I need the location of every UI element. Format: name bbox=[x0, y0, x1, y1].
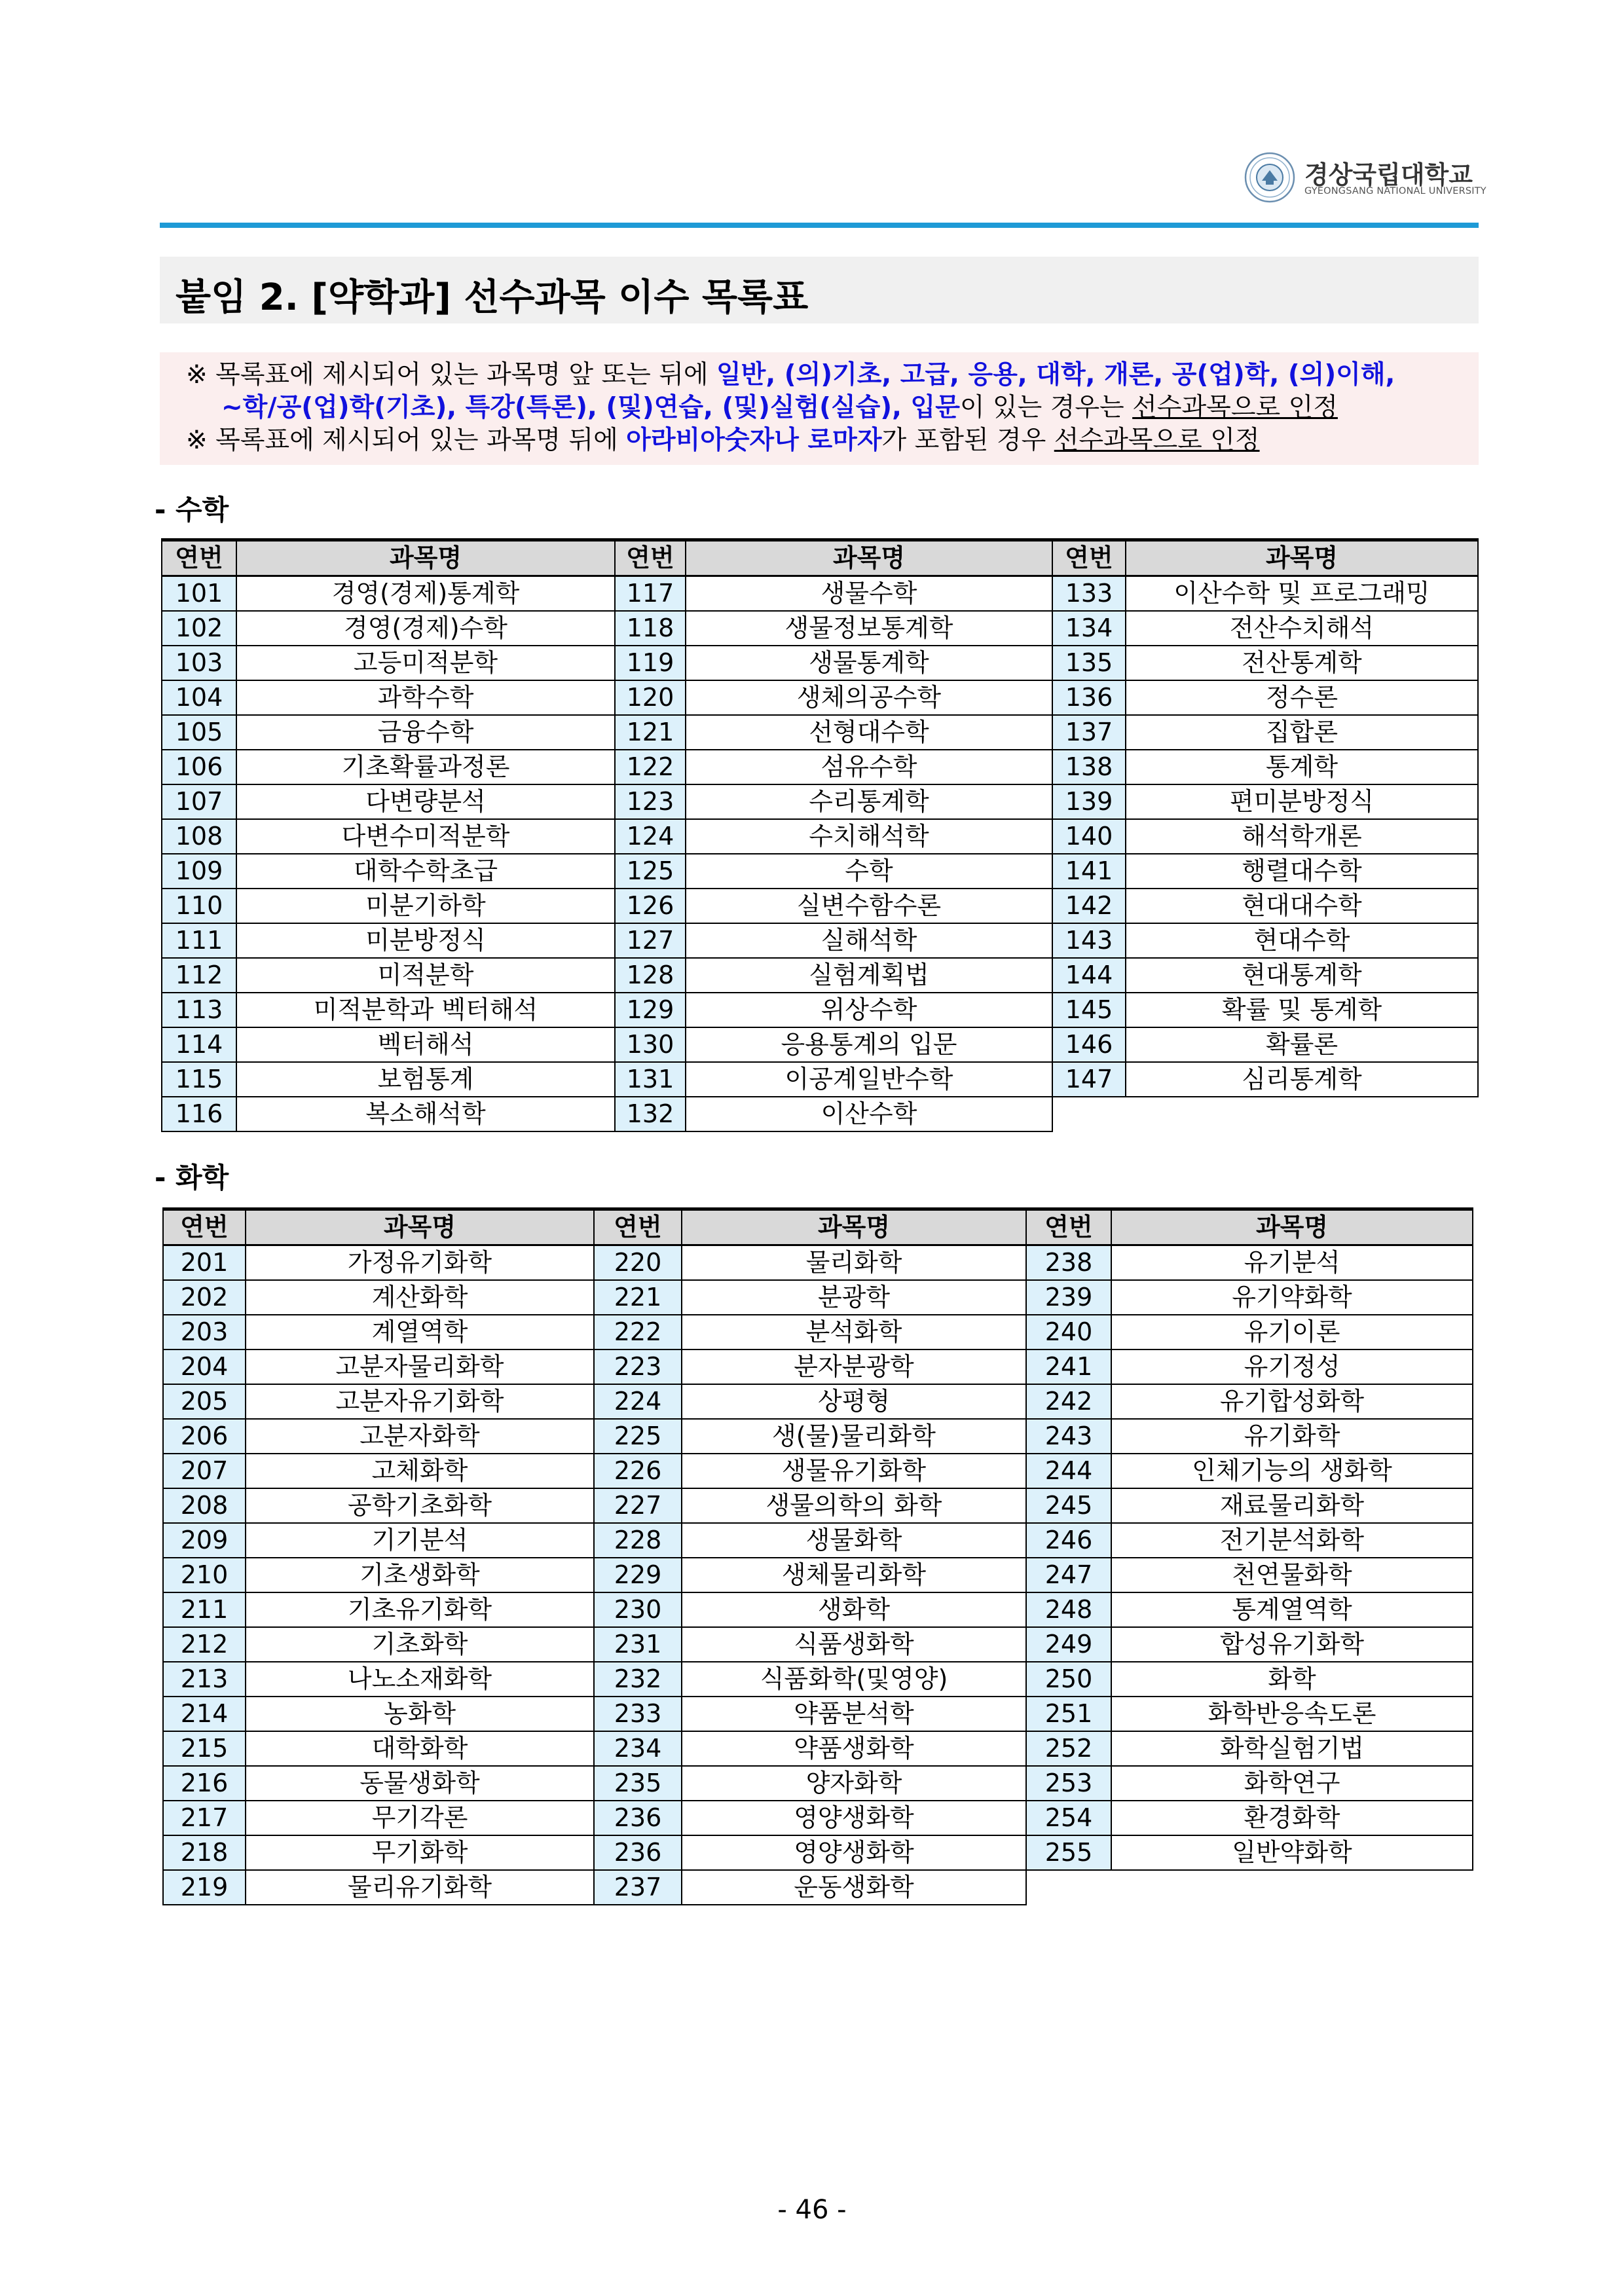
course-number-cell: 232 bbox=[594, 1662, 682, 1697]
course-name-cell: 미분기하학 bbox=[236, 889, 615, 923]
course-number-cell: 119 bbox=[615, 646, 686, 680]
course-name-cell: 미분방정식 bbox=[236, 923, 615, 958]
course-name-cell: 가정유기화학 bbox=[246, 1245, 594, 1281]
course-number-cell: 107 bbox=[162, 784, 236, 819]
table-row bbox=[162, 680, 1478, 715]
table-row bbox=[162, 958, 1478, 993]
course-number-cell: 214 bbox=[163, 1697, 246, 1731]
course-number-cell: 103 bbox=[162, 646, 236, 680]
course-number-cell: 241 bbox=[1026, 1349, 1111, 1384]
course-name-cell: 물리화학 bbox=[682, 1245, 1026, 1281]
course-number-cell: 235 bbox=[594, 1766, 682, 1801]
course-name-cell: 일반약화학 bbox=[1111, 1835, 1473, 1870]
course-number-cell: 205 bbox=[163, 1384, 246, 1419]
course-name-cell: 영양생화학 bbox=[682, 1801, 1026, 1835]
course-number-cell: 252 bbox=[1026, 1731, 1111, 1766]
table-row bbox=[163, 1558, 1473, 1592]
note-line-3 bbox=[186, 424, 1260, 457]
course-name-cell: 합성유기화학 bbox=[1111, 1627, 1473, 1662]
course-number-cell: 105 bbox=[162, 715, 236, 750]
course-name-cell: 고등미적분학 bbox=[236, 646, 615, 680]
empty-cell bbox=[1026, 1870, 1473, 1905]
course-name-cell: 미적분학과 벡터해석 bbox=[236, 993, 615, 1027]
course-name-cell: 분자분광학 bbox=[682, 1349, 1026, 1384]
course-number-cell: 202 bbox=[163, 1280, 246, 1315]
course-number-cell: 203 bbox=[163, 1315, 246, 1349]
header-divider bbox=[160, 223, 1479, 228]
course-number-cell: 135 bbox=[1052, 646, 1126, 680]
course-number-cell: 134 bbox=[1052, 611, 1126, 646]
table-row bbox=[163, 1384, 1473, 1419]
note-line-3-text-2: 가 포함된 경우 bbox=[881, 426, 1054, 455]
column-header-number: 연번 bbox=[615, 540, 686, 576]
table-row bbox=[163, 1280, 1473, 1315]
course-name-cell: 금융수학 bbox=[236, 715, 615, 750]
table-row bbox=[163, 1697, 1473, 1731]
course-name-cell: 무기각론 bbox=[246, 1801, 594, 1835]
table-row bbox=[162, 576, 1478, 612]
course-number-cell: 212 bbox=[163, 1627, 246, 1662]
course-number-cell: 236 bbox=[594, 1835, 682, 1870]
course-number-cell: 125 bbox=[615, 854, 686, 889]
course-number-cell: 139 bbox=[1052, 784, 1126, 819]
course-number-cell: 251 bbox=[1026, 1697, 1111, 1731]
course-name-cell: 환경화학 bbox=[1111, 1801, 1473, 1835]
course-number-cell: 245 bbox=[1026, 1488, 1111, 1523]
course-name-cell: 대학수학초급 bbox=[236, 854, 615, 889]
course-name-cell: 보험통계 bbox=[236, 1062, 615, 1097]
course-name-cell: 현대대수학 bbox=[1126, 889, 1478, 923]
course-number-cell: 201 bbox=[163, 1245, 246, 1281]
course-name-cell: 계산화학 bbox=[246, 1280, 594, 1315]
note-line-3-text: ※ 목록표에 제시되어 있는 과목명 뒤에 bbox=[186, 426, 627, 455]
table-row bbox=[163, 1349, 1473, 1384]
course-name-cell: 현대수학 bbox=[1126, 923, 1478, 958]
course-number-cell: 132 bbox=[615, 1097, 686, 1131]
section-heading-math: - 수학 bbox=[155, 494, 229, 526]
course-name-cell: 통계학 bbox=[1126, 750, 1478, 784]
note-line-3-highlight: 아라비아숫자나 로마자 bbox=[626, 426, 882, 455]
table-row bbox=[162, 1097, 1478, 1131]
table-row bbox=[163, 1523, 1473, 1558]
course-name-cell: 기기분석 bbox=[246, 1523, 594, 1558]
course-number-cell: 131 bbox=[615, 1062, 686, 1097]
course-name-cell: 유기화학 bbox=[1111, 1419, 1473, 1454]
column-header-number: 연번 bbox=[1026, 1209, 1111, 1245]
course-name-cell: 농화학 bbox=[246, 1697, 594, 1731]
course-name-cell: 정수론 bbox=[1126, 680, 1478, 715]
table-row bbox=[163, 1454, 1473, 1488]
course-name-cell: 과학수학 bbox=[236, 680, 615, 715]
course-number-cell: 236 bbox=[594, 1801, 682, 1835]
course-number-cell: 117 bbox=[615, 576, 686, 612]
course-number-cell: 102 bbox=[162, 611, 236, 646]
course-number-cell: 143 bbox=[1052, 923, 1126, 958]
course-name-cell: 유기약화학 bbox=[1111, 1280, 1473, 1315]
course-name-cell: 섬유수학 bbox=[686, 750, 1052, 784]
course-number-cell: 115 bbox=[162, 1062, 236, 1097]
column-header-number: 연번 bbox=[594, 1209, 682, 1245]
course-name-cell: 유기정성 bbox=[1111, 1349, 1473, 1384]
course-number-cell: 221 bbox=[594, 1280, 682, 1315]
page-title: 붙임 2. [약학과] 선수과목 이수 목록표 bbox=[175, 276, 809, 319]
column-header-course-name: 과목명 bbox=[1111, 1209, 1473, 1245]
course-number-cell: 110 bbox=[162, 889, 236, 923]
course-name-cell: 생물의학의 화학 bbox=[682, 1488, 1026, 1523]
course-name-cell: 기초화학 bbox=[246, 1627, 594, 1662]
course-number-cell: 219 bbox=[163, 1870, 246, 1905]
table-row bbox=[163, 1731, 1473, 1766]
course-name-cell: 공학기초화학 bbox=[246, 1488, 594, 1523]
table-row bbox=[163, 1627, 1473, 1662]
course-name-cell: 고분자물리화학 bbox=[246, 1349, 594, 1384]
course-name-cell: 유기분석 bbox=[1111, 1245, 1473, 1281]
course-number-cell: 130 bbox=[615, 1027, 686, 1062]
course-number-cell: 223 bbox=[594, 1349, 682, 1384]
course-name-cell: 식품생화학 bbox=[682, 1627, 1026, 1662]
course-name-cell: 복소해석학 bbox=[236, 1097, 615, 1131]
note-line-1-highlight: 일반, (의)기초, 고급, 응용, 대학, 개론, 공(업)학, (의)이해, bbox=[716, 360, 1395, 390]
course-number-cell: 206 bbox=[163, 1419, 246, 1454]
note-line-1-text: ※ 목록표에 제시되어 있는 과목명 앞 또는 뒤에 bbox=[186, 360, 716, 390]
course-number-cell: 228 bbox=[594, 1523, 682, 1558]
course-name-cell: 식품화학(및영양) bbox=[682, 1662, 1026, 1697]
page-number: - 46 - bbox=[777, 2195, 847, 2225]
course-number-cell: 215 bbox=[163, 1731, 246, 1766]
course-number-cell: 208 bbox=[163, 1488, 246, 1523]
course-name-cell: 유기이론 bbox=[1111, 1315, 1473, 1349]
table-row bbox=[163, 1488, 1473, 1523]
empty-cell bbox=[1052, 1097, 1478, 1131]
course-number-cell: 114 bbox=[162, 1027, 236, 1062]
column-header-course-name: 과목명 bbox=[1126, 540, 1478, 576]
course-number-cell: 129 bbox=[615, 993, 686, 1027]
column-header-number: 연번 bbox=[163, 1209, 246, 1245]
course-number-cell: 141 bbox=[1052, 854, 1126, 889]
course-name-cell: 화학실험기법 bbox=[1111, 1731, 1473, 1766]
course-number-cell: 123 bbox=[615, 784, 686, 819]
table-row bbox=[162, 1062, 1478, 1097]
course-number-cell: 128 bbox=[615, 958, 686, 993]
course-name-cell: 다변수미적분학 bbox=[236, 819, 615, 854]
course-number-cell: 209 bbox=[163, 1523, 246, 1558]
course-number-cell: 230 bbox=[594, 1592, 682, 1627]
course-name-cell: 현대통계학 bbox=[1126, 958, 1478, 993]
course-name-cell: 생물화학 bbox=[682, 1523, 1026, 1558]
course-name-cell: 경영(경제)통계학 bbox=[236, 576, 615, 612]
course-number-cell: 238 bbox=[1026, 1245, 1111, 1281]
column-header-course-name: 과목명 bbox=[686, 540, 1052, 576]
course-name-cell: 이공계일반수학 bbox=[686, 1062, 1052, 1097]
course-number-cell: 136 bbox=[1052, 680, 1126, 715]
course-number-cell: 127 bbox=[615, 923, 686, 958]
course-name-cell: 생물통계학 bbox=[686, 646, 1052, 680]
course-name-cell: 선형대수학 bbox=[686, 715, 1052, 750]
course-name-cell: 고분자유기화학 bbox=[246, 1384, 594, 1419]
course-name-cell: 영양생화학 bbox=[682, 1835, 1026, 1870]
course-name-cell: 나노소재화학 bbox=[246, 1662, 594, 1697]
course-name-cell: 생물정보통계학 bbox=[686, 611, 1052, 646]
table-row bbox=[163, 1835, 1473, 1870]
course-name-cell: 물리유기화학 bbox=[246, 1870, 594, 1905]
course-name-cell: 생물유기화학 bbox=[682, 1454, 1026, 1488]
column-header-number: 연번 bbox=[1052, 540, 1126, 576]
course-name-cell: 수학 bbox=[686, 854, 1052, 889]
course-name-cell: 생화학 bbox=[682, 1592, 1026, 1627]
table-row bbox=[162, 611, 1478, 646]
course-number-cell: 142 bbox=[1052, 889, 1126, 923]
note-line-1 bbox=[186, 359, 1395, 392]
table-row bbox=[162, 750, 1478, 784]
table-row bbox=[163, 1870, 1473, 1905]
course-number-cell: 247 bbox=[1026, 1558, 1111, 1592]
course-name-cell: 응용통계의 입문 bbox=[686, 1027, 1052, 1062]
course-number-cell: 111 bbox=[162, 923, 236, 958]
course-name-cell: 분광학 bbox=[682, 1280, 1026, 1315]
course-number-cell: 242 bbox=[1026, 1384, 1111, 1419]
table-row bbox=[162, 889, 1478, 923]
course-name-cell: 확률 및 통계학 bbox=[1126, 993, 1478, 1027]
table-row bbox=[163, 1245, 1473, 1281]
table-row bbox=[163, 1592, 1473, 1627]
course-name-cell: 재료물리화학 bbox=[1111, 1488, 1473, 1523]
course-number-cell: 210 bbox=[163, 1558, 246, 1592]
course-number-cell: 140 bbox=[1052, 819, 1126, 854]
course-name-cell: 심리통계학 bbox=[1126, 1062, 1478, 1097]
course-number-cell: 144 bbox=[1052, 958, 1126, 993]
note-line-2 bbox=[221, 392, 1338, 424]
course-name-cell: 고분자화학 bbox=[246, 1419, 594, 1454]
course-number-cell: 121 bbox=[615, 715, 686, 750]
course-number-cell: 244 bbox=[1026, 1454, 1111, 1488]
course-number-cell: 146 bbox=[1052, 1027, 1126, 1062]
course-number-cell: 225 bbox=[594, 1419, 682, 1454]
table-row bbox=[162, 715, 1478, 750]
note-line-2-highlight: ~학/공(업)학(기초), 특강(특론), (및)연습, (및)실험(실습), 입문 bbox=[221, 393, 960, 422]
table-row bbox=[162, 993, 1478, 1027]
course-number-cell: 211 bbox=[163, 1592, 246, 1627]
course-number-cell: 204 bbox=[163, 1349, 246, 1384]
course-number-cell: 118 bbox=[615, 611, 686, 646]
course-name-cell: 동물생화학 bbox=[246, 1766, 594, 1801]
course-name-cell: 무기화학 bbox=[246, 1835, 594, 1870]
course-name-cell: 화학 bbox=[1111, 1662, 1473, 1697]
course-number-cell: 239 bbox=[1026, 1280, 1111, 1315]
course-name-cell: 생(물)물리화학 bbox=[682, 1419, 1026, 1454]
table-row bbox=[163, 1315, 1473, 1349]
course-number-cell: 145 bbox=[1052, 993, 1126, 1027]
course-number-cell: 101 bbox=[162, 576, 236, 612]
course-name-cell: 고체화학 bbox=[246, 1454, 594, 1488]
course-name-cell: 실해석학 bbox=[686, 923, 1052, 958]
course-number-cell: 109 bbox=[162, 854, 236, 889]
course-name-cell: 유기합성화학 bbox=[1111, 1384, 1473, 1419]
table-header-row bbox=[163, 1209, 1473, 1245]
course-number-cell: 113 bbox=[162, 993, 236, 1027]
table-row bbox=[162, 646, 1478, 680]
table-row bbox=[163, 1801, 1473, 1835]
course-name-cell: 인체기능의 생화학 bbox=[1111, 1454, 1473, 1488]
note-line-3-underline: 선수과목으로 인정 bbox=[1054, 426, 1260, 455]
course-number-cell: 213 bbox=[163, 1662, 246, 1697]
course-number-cell: 233 bbox=[594, 1697, 682, 1731]
course-number-cell: 216 bbox=[163, 1766, 246, 1801]
course-number-cell: 249 bbox=[1026, 1627, 1111, 1662]
course-number-cell: 147 bbox=[1052, 1062, 1126, 1097]
course-number-cell: 227 bbox=[594, 1488, 682, 1523]
course-name-cell: 통계열역학 bbox=[1111, 1592, 1473, 1627]
chemistry-course-table bbox=[162, 1207, 1473, 1905]
course-name-cell: 분석화학 bbox=[682, 1315, 1026, 1349]
course-number-cell: 229 bbox=[594, 1558, 682, 1592]
course-name-cell: 생체의공수학 bbox=[686, 680, 1052, 715]
course-name-cell: 이산수학 및 프로그래밍 bbox=[1126, 576, 1478, 612]
course-name-cell: 수리통계학 bbox=[686, 784, 1052, 819]
math-course-table bbox=[161, 538, 1479, 1132]
logo-korean-text: 경상국립대학교 bbox=[1304, 160, 1473, 189]
course-number-cell: 253 bbox=[1026, 1766, 1111, 1801]
course-name-cell: 전산수치해석 bbox=[1126, 611, 1478, 646]
course-name-cell: 기초유기화학 bbox=[246, 1592, 594, 1627]
section-heading-chemistry: - 화학 bbox=[155, 1162, 229, 1194]
column-header-number: 연번 bbox=[162, 540, 236, 576]
course-name-cell: 편미분방정식 bbox=[1126, 784, 1478, 819]
course-name-cell: 위상수학 bbox=[686, 993, 1052, 1027]
course-number-cell: 116 bbox=[162, 1097, 236, 1131]
course-name-cell: 생체물리화학 bbox=[682, 1558, 1026, 1592]
note-line-2-text: 이 있는 경우는 bbox=[959, 393, 1133, 422]
course-number-cell: 222 bbox=[594, 1315, 682, 1349]
course-name-cell: 상평형 bbox=[682, 1384, 1026, 1419]
course-name-cell: 운동생화학 bbox=[682, 1870, 1026, 1905]
course-number-cell: 126 bbox=[615, 889, 686, 923]
course-name-cell: 천연물화학 bbox=[1111, 1558, 1473, 1592]
course-number-cell: 226 bbox=[594, 1454, 682, 1488]
table-row bbox=[163, 1419, 1473, 1454]
column-header-course-name: 과목명 bbox=[246, 1209, 594, 1245]
university-logo bbox=[1244, 149, 1486, 208]
course-name-cell: 수치해석학 bbox=[686, 819, 1052, 854]
university-seal-icon bbox=[1244, 152, 1295, 203]
course-number-cell: 122 bbox=[615, 750, 686, 784]
course-name-cell: 해석학개론 bbox=[1126, 819, 1478, 854]
course-name-cell: 생물수학 bbox=[686, 576, 1052, 612]
course-name-cell: 벡터해석 bbox=[236, 1027, 615, 1062]
table-row bbox=[162, 854, 1478, 889]
course-number-cell: 137 bbox=[1052, 715, 1126, 750]
course-number-cell: 234 bbox=[594, 1731, 682, 1766]
column-header-course-name: 과목명 bbox=[236, 540, 615, 576]
course-name-cell: 약품분석학 bbox=[682, 1697, 1026, 1731]
course-number-cell: 133 bbox=[1052, 576, 1126, 612]
course-number-cell: 120 bbox=[615, 680, 686, 715]
course-name-cell: 약품생화학 bbox=[682, 1731, 1026, 1766]
course-name-cell: 경영(경제)수학 bbox=[236, 611, 615, 646]
title-box bbox=[160, 257, 1479, 323]
course-name-cell: 집합론 bbox=[1126, 715, 1478, 750]
course-name-cell: 화학연구 bbox=[1111, 1766, 1473, 1801]
course-number-cell: 138 bbox=[1052, 750, 1126, 784]
course-name-cell: 대학화학 bbox=[246, 1731, 594, 1766]
course-name-cell: 화학반응속도론 bbox=[1111, 1697, 1473, 1731]
course-number-cell: 112 bbox=[162, 958, 236, 993]
course-number-cell: 237 bbox=[594, 1870, 682, 1905]
course-number-cell: 246 bbox=[1026, 1523, 1111, 1558]
course-number-cell: 250 bbox=[1026, 1662, 1111, 1697]
course-name-cell: 이산수학 bbox=[686, 1097, 1052, 1131]
course-name-cell: 확률론 bbox=[1126, 1027, 1478, 1062]
table-row bbox=[162, 784, 1478, 819]
course-number-cell: 240 bbox=[1026, 1315, 1111, 1349]
logo-english-text: GYEONGSANG NATIONAL UNIVERSITY bbox=[1304, 186, 1486, 196]
course-name-cell: 전기분석화학 bbox=[1111, 1523, 1473, 1558]
course-number-cell: 243 bbox=[1026, 1419, 1111, 1454]
course-number-cell: 106 bbox=[162, 750, 236, 784]
course-name-cell: 전산통계학 bbox=[1126, 646, 1478, 680]
course-name-cell: 실험계획법 bbox=[686, 958, 1052, 993]
note-line-2-underline: 선수과목으로 인정 bbox=[1132, 393, 1338, 422]
course-name-cell: 기초확률과정론 bbox=[236, 750, 615, 784]
course-number-cell: 231 bbox=[594, 1627, 682, 1662]
course-name-cell: 실변수함수론 bbox=[686, 889, 1052, 923]
course-name-cell: 기초생화학 bbox=[246, 1558, 594, 1592]
column-header-course-name: 과목명 bbox=[682, 1209, 1026, 1245]
notes-box bbox=[160, 352, 1479, 465]
course-number-cell: 207 bbox=[163, 1454, 246, 1488]
course-number-cell: 255 bbox=[1026, 1835, 1111, 1870]
course-number-cell: 217 bbox=[163, 1801, 246, 1835]
table-header-row bbox=[162, 540, 1478, 576]
course-number-cell: 124 bbox=[615, 819, 686, 854]
table-row bbox=[162, 923, 1478, 958]
course-number-cell: 104 bbox=[162, 680, 236, 715]
course-name-cell: 계열역학 bbox=[246, 1315, 594, 1349]
course-number-cell: 254 bbox=[1026, 1801, 1111, 1835]
course-name-cell: 미적분학 bbox=[236, 958, 615, 993]
table-row bbox=[162, 819, 1478, 854]
course-number-cell: 108 bbox=[162, 819, 236, 854]
table-row bbox=[162, 1027, 1478, 1062]
table-row bbox=[163, 1662, 1473, 1697]
table-row bbox=[163, 1766, 1473, 1801]
course-number-cell: 224 bbox=[594, 1384, 682, 1419]
course-number-cell: 248 bbox=[1026, 1592, 1111, 1627]
course-name-cell: 행렬대수학 bbox=[1126, 854, 1478, 889]
course-number-cell: 218 bbox=[163, 1835, 246, 1870]
course-name-cell: 양자화학 bbox=[682, 1766, 1026, 1801]
course-number-cell: 220 bbox=[594, 1245, 682, 1281]
course-name-cell: 다변량분석 bbox=[236, 784, 615, 819]
